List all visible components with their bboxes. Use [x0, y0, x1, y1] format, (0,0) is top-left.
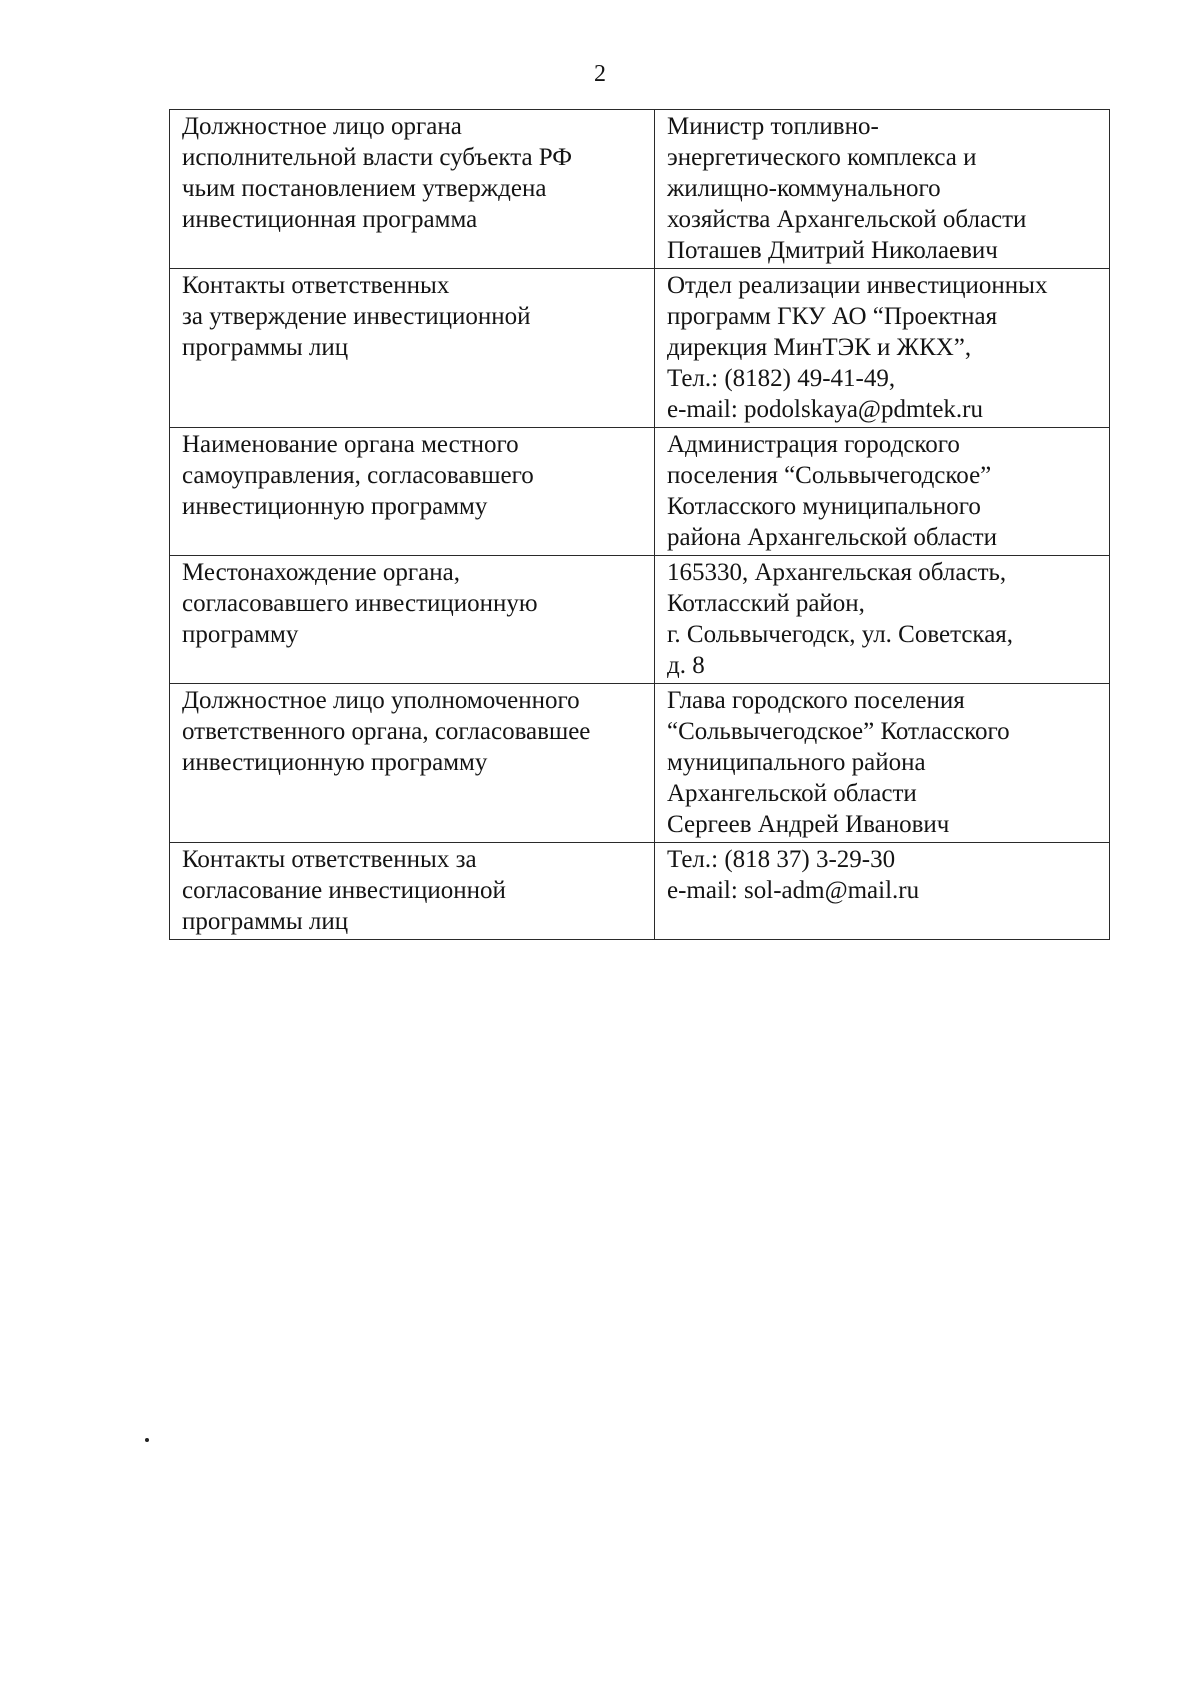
row-label-approval-contacts: Контакты ответственных за утверждение инвестиционной программы лиц [170, 269, 655, 428]
table-row [170, 684, 1110, 843]
table-row [170, 556, 1110, 684]
table-row [170, 110, 1110, 269]
row-label-local-authority: Наименование органа местного самоуправления, согласовавшего инвестиционную программу [170, 428, 655, 556]
row-label-agreement-contacts: Контакты ответственных за согласование инвестиционной программы лиц [170, 843, 655, 940]
scan-speck [145, 1438, 149, 1442]
investment-program-info-table [169, 109, 1110, 940]
row-value-agreement-contacts: Тел.: (818 37) 3-29-30 e-mail: sol-adm@mail.ru [655, 843, 1110, 940]
table-row [170, 428, 1110, 556]
row-value-approval-contacts: Отдел реализации инвестиционных программ ГКУ АО “Проектная дирекция МинТЭК и ЖКХ”, Тел.: (8182) 49-41-49, e-mail: podolskaya@pdmtek.ru [655, 269, 1110, 428]
table-row [170, 843, 1110, 940]
table-row [170, 269, 1110, 428]
row-value-approving-official: Министр топливно- энергетического комплекса и жилищно-коммунального хозяйства Архангельской области Поташев Дмитрий Николаевич [655, 110, 1110, 269]
row-value-agreeing-official: Глава городского поселения “Сольвычегодское” Котласского муниципального района Архангельской области Сергеев Андрей Иванович [655, 684, 1110, 843]
row-label-approving-official: Должностное лицо органа исполнительной власти субъекта РФ чьим постановлением утверждена инвестиционная программа [170, 110, 655, 269]
row-label-authority-location: Местонахождение органа, согласовавшего инвестиционную программу [170, 556, 655, 684]
row-label-agreeing-official: Должностное лицо уполномоченного ответственного органа, согласовавшее инвестиционную программу [170, 684, 655, 843]
page-number: 2 [594, 61, 606, 87]
row-value-local-authority: Администрация городского поселения “Сольвычегодское” Котласского муниципального района Архангельской области [655, 428, 1110, 556]
row-value-authority-location: 165330, Архангельская область, Котласский район, г. Сольвычегодск, ул. Советская, д. 8 [655, 556, 1110, 684]
